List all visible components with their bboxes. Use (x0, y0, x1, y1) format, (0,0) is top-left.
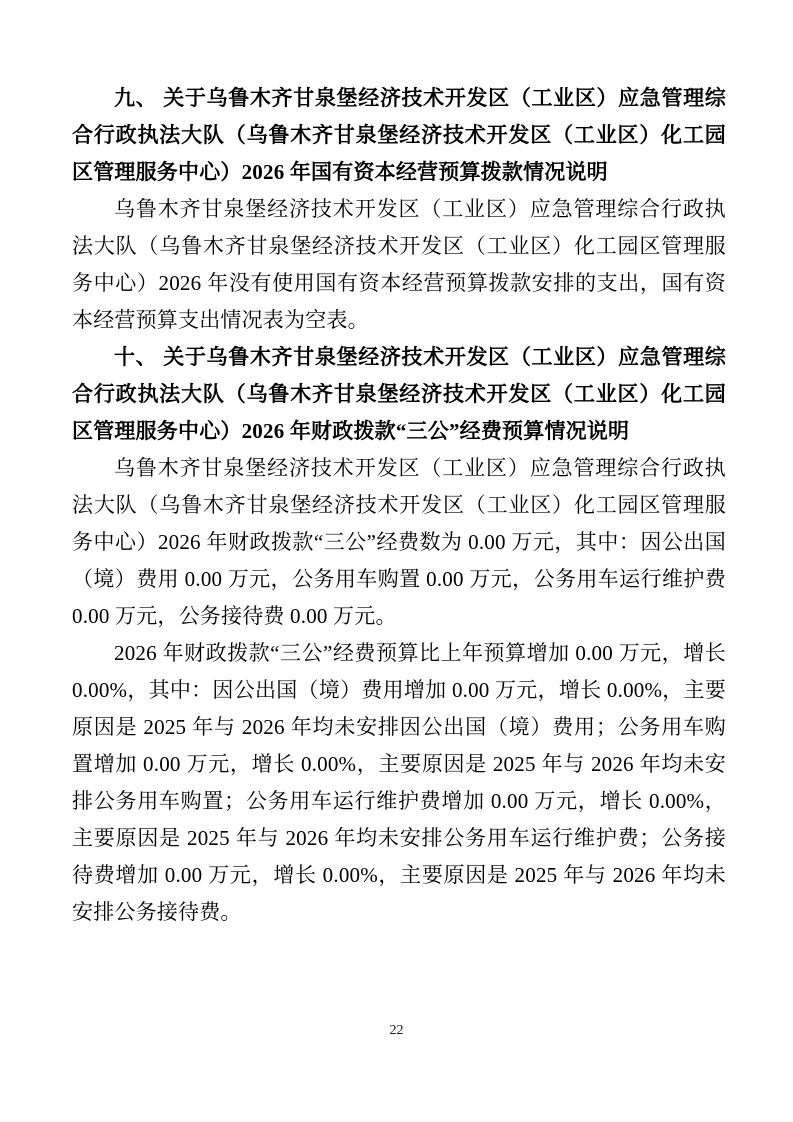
page-number: 22 (389, 1023, 404, 1038)
document-body (72, 80, 726, 931)
section-nine-heading: 九、 关于乌鲁木齐甘泉堡经济技术开发区（工业区）应急管理综合行政执法大队（乌鲁木齐甘泉堡经济技术开发区（工业区）化工园区管理服务中心）2026 年国有资本经营预算拨款情况说明 (72, 86, 726, 184)
section-ten-paragraph-2: 2026 年财政拨款“三公”经费预算比上年预算增加 0.00 万元，增长 0.00%，其中：因公出国（境）费用增加 0.00 万元，增长 0.00%，主要原因是 2025 年与 2026 年均未安排因公出国（境）费用；公务用车购置增加 0.00 万元，增长 0.00%，主要原因是 2025 年与 2026 年均未安排公务用车购置；公务用车运行维护费增加 0.00 万元，增长 0.00%，主要原因是 2025 年与 2026 年均未安排公务用车运行维护费；公务接待费增加 0.00 万元，增长 0.00%，主要原因是 2025 年与 2026 年均未安排公务接待费。 (72, 641, 726, 924)
section-ten-heading: 十、 关于乌鲁木齐甘泉堡经济技术开发区（工业区）应急管理综合行政执法大队（乌鲁木齐甘泉堡经济技术开发区（工业区）化工园区管理服务中心）2026 年财政拨款“三公”经费预算情况说明 (72, 345, 726, 443)
section-nine-paragraph-1: 乌鲁木齐甘泉堡经济技术开发区（工业区）应急管理综合行政执法大队（乌鲁木齐甘泉堡经济技术开发区（工业区）化工园区管理服务中心）2026 年没有使用国有资本经营预算拨款安排的支出，国有资本经营预算支出情况表为空表。 (72, 197, 726, 332)
section-ten-paragraph-1: 乌鲁木齐甘泉堡经济技术开发区（工业区）应急管理综合行政执法大队（乌鲁木齐甘泉堡经济技术开发区（工业区）化工园区管理服务中心）2026 年财政拨款“三公”经费数为 0.00 万元，其中：因公出国（境）费用 0.00 万元，公务用车购置 0.00 万元，公务用车运行维护费 0.00 万元，公务接待费 0.00 万元。 (72, 456, 726, 628)
